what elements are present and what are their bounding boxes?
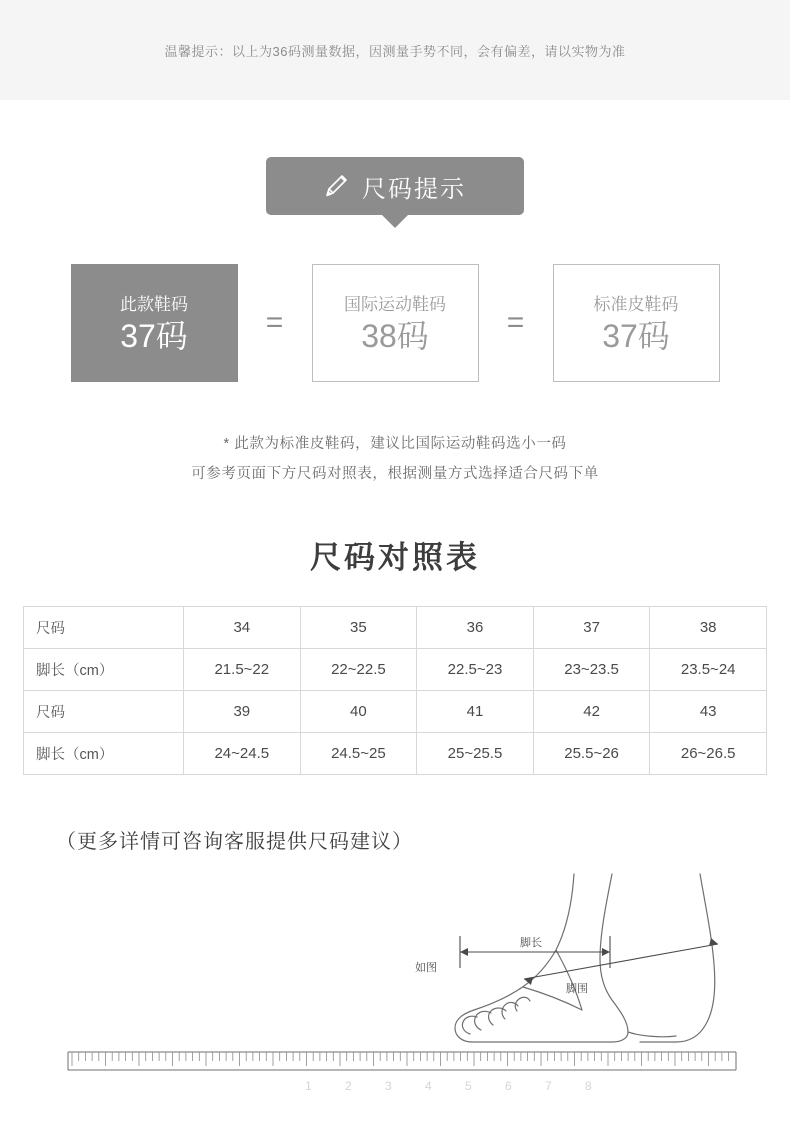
size-equivalence-row bbox=[0, 264, 790, 382]
size-box-label: 国际运动鞋码 bbox=[344, 295, 446, 315]
row-header: 脚长（cm） bbox=[24, 649, 184, 691]
size-chart-table-wrap bbox=[23, 606, 767, 775]
table-cell: 23~23.5 bbox=[533, 649, 650, 691]
size-box-value: 38码 bbox=[361, 318, 429, 355]
size-box-label: 此款鞋码 bbox=[120, 295, 188, 315]
size-box-international-sport bbox=[312, 264, 479, 382]
table-cell: 41 bbox=[417, 691, 534, 733]
size-tip-title: 尺码提示 bbox=[362, 175, 466, 203]
size-note-line-2: 可参考页面下方尺码对照表，根据测量方式选择适合尺码下单 bbox=[191, 465, 599, 482]
table-cell: 35 bbox=[300, 607, 417, 649]
svg-text:1: 1 bbox=[305, 1079, 312, 1094]
table-cell: 40 bbox=[300, 691, 417, 733]
svg-text:3: 3 bbox=[385, 1079, 392, 1094]
notice-text: 温馨提示：以上为36码测量数据，因测量手势不同，会有偏差，请以实物为准 bbox=[164, 43, 626, 59]
table-cell: 36 bbox=[417, 607, 534, 649]
size-box-value: 37码 bbox=[120, 318, 188, 355]
pencil-ruler-icon bbox=[324, 173, 350, 199]
svg-text:2: 2 bbox=[345, 1079, 352, 1094]
table-cell: 21.5~22 bbox=[184, 649, 301, 691]
svg-text:5: 5 bbox=[465, 1079, 472, 1094]
size-box-standard-leather bbox=[553, 264, 720, 382]
size-box-this-style bbox=[71, 264, 238, 382]
size-notes bbox=[0, 430, 790, 489]
table-cell: 22~22.5 bbox=[300, 649, 417, 691]
as-shown-label: 如图 bbox=[415, 962, 437, 975]
table-row bbox=[24, 733, 767, 775]
table-cell: 25.5~26 bbox=[533, 733, 650, 775]
svg-text:8: 8 bbox=[585, 1079, 592, 1094]
table-cell: 22.5~23 bbox=[417, 649, 534, 691]
size-box-value: 37码 bbox=[602, 318, 670, 355]
table-cell: 39 bbox=[184, 691, 301, 733]
size-chart-table bbox=[23, 606, 767, 775]
foot-width-label: 脚围 bbox=[566, 983, 588, 996]
table-cell: 42 bbox=[533, 691, 650, 733]
table-row bbox=[24, 691, 767, 733]
table-cell: 43 bbox=[650, 691, 767, 733]
row-header: 尺码 bbox=[24, 607, 184, 649]
size-note-line-1: * 此款为标准皮鞋码，建议比国际运动鞋码选小一码 bbox=[223, 436, 567, 452]
table-cell: 34 bbox=[184, 607, 301, 649]
table-row bbox=[24, 607, 767, 649]
table-cell: 38 bbox=[650, 607, 767, 649]
foot-length-label: 脚长 bbox=[520, 937, 542, 950]
table-cell: 24~24.5 bbox=[184, 733, 301, 775]
customer-service-note: （更多详情可咨询客服提供尺码建议） bbox=[56, 831, 413, 854]
foot-measure-diagram bbox=[0, 864, 790, 1124]
size-tip-banner-wrap bbox=[0, 157, 790, 215]
size-box-label: 标准皮鞋码 bbox=[593, 295, 679, 315]
equals-sign-1: = bbox=[265, 306, 284, 339]
row-header: 脚长（cm） bbox=[24, 733, 184, 775]
row-header: 尺码 bbox=[24, 691, 184, 733]
svg-text:4: 4 bbox=[425, 1079, 432, 1094]
table-cell: 25~25.5 bbox=[417, 733, 534, 775]
svg-text:7: 7 bbox=[545, 1079, 552, 1094]
notice-bar bbox=[0, 0, 790, 100]
table-cell: 23.5~24 bbox=[650, 649, 767, 691]
svg-text:6: 6 bbox=[505, 1079, 512, 1094]
table-row bbox=[24, 649, 767, 691]
table-cell: 24.5~25 bbox=[300, 733, 417, 775]
table-cell: 37 bbox=[533, 607, 650, 649]
equals-sign-2: = bbox=[506, 306, 525, 339]
table-cell: 26~26.5 bbox=[650, 733, 767, 775]
size-chart-title: 尺码对照表 bbox=[310, 540, 480, 576]
size-tip-banner bbox=[266, 157, 524, 215]
